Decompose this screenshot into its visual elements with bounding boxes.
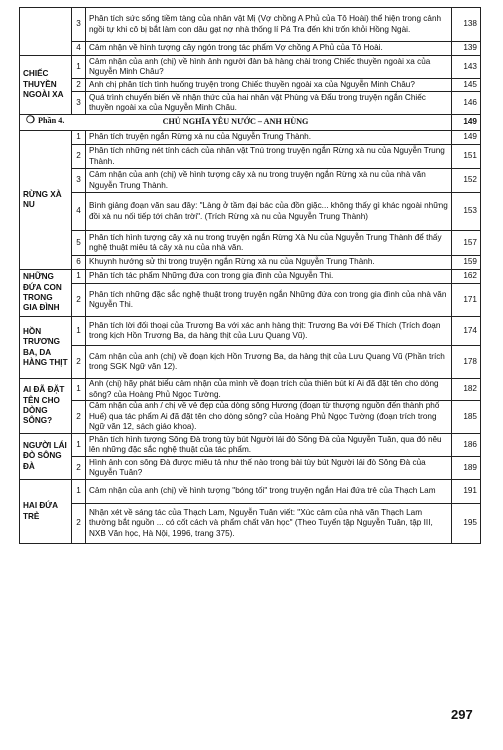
item-number: 1	[72, 131, 86, 145]
item-description: Phân tích hình tượng Sông Đà trong tùy bút Người lái đò Sông Đà của Nguyễn Tuân, qua đó nêu lên những đặc sắc nghệ thuật của tác phẩm.	[86, 434, 452, 457]
item-description: Phân tích những đặc sắc nghệ thuật trong truyện ngắn Những đứa con trong gia đình của nhà văn Nguyễn Thi.	[86, 284, 452, 317]
toc-part-header	[20, 115, 481, 131]
item-description: Khuynh hướng sử thi trong truyện ngắn Rừng xà nu của Nguyễn Trung Thành.	[86, 256, 452, 270]
item-page: 191	[452, 480, 481, 504]
item-description: Phân tích lời đối thoại của Trương Ba với xác anh hàng thịt: Trương Ba với Đế Thích (Trích đoạn trong kịch Hồn Trương Ba, da hàng thịt của Lưu Quang Vũ).	[86, 317, 452, 346]
circle-bullet-icon: ❍	[26, 115, 35, 126]
part-title: CHỦ NGHĨA YÊU NƯỚC – ANH HÙNG	[162, 117, 309, 127]
item-page: 153	[452, 193, 481, 231]
toc-row	[20, 56, 481, 79]
item-page: 186	[452, 434, 481, 457]
toc-row	[20, 457, 481, 480]
item-description: Cảm nhận của anh / chị về vẻ đẹp của dòng sông Hương (đoạn từ thượng nguồn đến thành phố Huế) qua tác phẩm Ai đã đặt tên cho dòng sông? của Hoàng Phủ Ngọc Tường (đoạn trích trong Ngữ văn 12, sách giáo khoa).	[86, 401, 452, 434]
toc-body-after-part	[20, 131, 481, 544]
part-prefix: Phần 4.	[38, 116, 65, 125]
item-number: 2	[72, 284, 86, 317]
item-page: 195	[452, 504, 481, 544]
section-title: NGƯỜI LÁI ĐÒ SÔNG ĐÀ	[20, 434, 72, 480]
part-row	[20, 115, 481, 131]
toc-row	[20, 434, 481, 457]
part-title-cell	[20, 115, 452, 131]
toc-row	[20, 231, 481, 256]
item-number: 1	[72, 434, 86, 457]
item-description: Hình ảnh con sông Đà được miêu tả như thế nào trong bài tùy bút Người lái đò Sông Đà của Nguyễn Tuân?	[86, 457, 452, 480]
toc-row	[20, 193, 481, 231]
item-number: 2	[72, 79, 86, 92]
item-description: Cảm nhận về hình tượng cây ngón trong tác phẩm Vợ chồng A Phủ của Tô Hoài.	[86, 42, 452, 56]
item-description: Anh (chị) hãy phát biểu cảm nhận của mình về đoạn trích của thiên bút kí Ai đã đặt tên cho dòng sông? của Hoàng Phủ Ngọc Tường.	[86, 379, 452, 401]
section-title	[20, 8, 72, 56]
item-number: 1	[72, 270, 86, 284]
section-title: HỒN TRƯƠNG BA, DA HÀNG THỊT	[20, 317, 72, 379]
item-description: Phân tích hình tượng cây xà nu trong truyện ngắn Rừng Xà Nu của Nguyễn Trung Thành để thấy nghệ thuật miêu tả cây xà nu của nhà văn.	[86, 231, 452, 256]
item-page: 151	[452, 145, 481, 169]
toc-row	[20, 256, 481, 270]
item-number: 1	[72, 480, 86, 504]
section-title: RỪNG XÀ NU	[20, 131, 72, 270]
item-number: 3	[72, 92, 86, 115]
section-title: HAI ĐỨA TRẺ	[20, 480, 72, 544]
item-description: Cảm nhận của anh (chị) về đoạn kịch Hồn Trương Ba, da hàng thịt của Lưu Quang Vũ (Phần trích trong SGK Ngữ văn 12).	[86, 346, 452, 379]
item-number: 2	[72, 401, 86, 434]
item-number: 2	[72, 145, 86, 169]
item-description: Cảm nhận của anh (chị) về hình tượng "bóng tối" trong truyện ngắn Hai đứa trẻ của Thạch Lam	[86, 480, 452, 504]
item-number: 1	[72, 317, 86, 346]
toc-row	[20, 317, 481, 346]
item-page: 145	[452, 79, 481, 92]
item-description: Phân tích những nét tính cách của nhân vật Tnú trong truyện ngắn Rừng xà nu của Nguyễn Trung Thành.	[86, 145, 452, 169]
item-number: 6	[72, 256, 86, 270]
item-description: Cảm nhận của anh (chị) về hình tượng cây xà nu trong truyện ngắn Rừng xà nu của nhà văn Nguyễn Trung Thành.	[86, 169, 452, 193]
item-page: 146	[452, 92, 481, 115]
item-number: 4	[72, 193, 86, 231]
toc-row	[20, 8, 481, 42]
item-description: Bình giảng đoạn văn sau đây: "Làng ở tầm đại bác của đồn giặc... không thấy gì khác ngoài những đồi xà nu nối tiếp tới chân trời". (Trích Rừng xà nu của Nguyễn Trung Thành)	[86, 193, 452, 231]
item-page: 178	[452, 346, 481, 379]
item-page: 171	[452, 284, 481, 317]
item-page: 149	[452, 131, 481, 145]
item-page: 185	[452, 401, 481, 434]
toc-row	[20, 379, 481, 401]
item-description: Cảm nhận của anh (chị) về hình ảnh người đàn bà hàng chài trong Chiếc thuyền ngoài xa của Nguyễn Minh Châu?	[86, 56, 452, 79]
toc-row	[20, 145, 481, 169]
toc-row	[20, 42, 481, 56]
toc-row	[20, 284, 481, 317]
item-page: 139	[452, 42, 481, 56]
item-number: 1	[72, 56, 86, 79]
item-number: 3	[72, 169, 86, 193]
toc-row	[20, 131, 481, 145]
item-page: 152	[452, 169, 481, 193]
item-number: 2	[72, 504, 86, 544]
section-title: NHỮNG ĐỨA CON TRONG GIA ĐÌNH	[20, 270, 72, 317]
item-page: 138	[452, 8, 481, 42]
item-number: 2	[72, 457, 86, 480]
item-page: 159	[452, 256, 481, 270]
item-number: 5	[72, 231, 86, 256]
section-title: AI ĐÃ ĐẶT TÊN CHO DÒNG SÔNG?	[20, 379, 72, 434]
item-number: 3	[72, 8, 86, 42]
toc-body-before-part	[20, 8, 481, 115]
toc-row	[20, 480, 481, 504]
toc-row	[20, 79, 481, 92]
item-page: 174	[452, 317, 481, 346]
toc-row	[20, 92, 481, 115]
item-description: Nhận xét về sáng tác của Thạch Lam, Nguyễn Tuân viết: "Xúc cảm của nhà văn Thạch Lam thường bắt nguồn ... có cốt cách và phẩm chất văn học" (Theo Tuyển tập Nguyễn Tuân, tập III, NXB Văn học, Hà Nội, 1996, trang 375).	[86, 504, 452, 544]
part-page: 149	[452, 115, 481, 131]
item-page: 157	[452, 231, 481, 256]
table-of-contents	[19, 7, 481, 544]
toc-row	[20, 504, 481, 544]
item-description: Phân tích truyện ngắn Rừng xà nu của Nguyễn Trung Thành.	[86, 131, 452, 145]
section-title: CHIẾC THUYỀN NGOÀI XA	[20, 56, 72, 115]
item-page: 143	[452, 56, 481, 79]
toc-row	[20, 169, 481, 193]
item-page: 162	[452, 270, 481, 284]
item-page: 182	[452, 379, 481, 401]
toc-row	[20, 270, 481, 284]
item-description: Quá trình chuyển biến về nhận thức của hai nhân vật Phùng và Đẩu trong truyện ngắn Chiếc thuyền ngoài xa của Nguyễn Minh Châu.	[86, 92, 452, 115]
item-number: 4	[72, 42, 86, 56]
item-page: 189	[452, 457, 481, 480]
item-description: Phân tích tác phẩm Những đứa con trong gia đình của Nguyễn Thi.	[86, 270, 452, 284]
item-number: 2	[72, 346, 86, 379]
toc-row	[20, 346, 481, 379]
item-description: Phân tích sức sống tiềm tàng của nhân vật Mị (Vợ chồng A Phủ của Tô Hoài) thể hiện trong cảnh ngồi tự khi cô bị bắt làm con dâu gạt nợ nhà thống lí Pá Tra đến khi trốn khỏi Hồng Ngài.	[86, 8, 452, 42]
item-description: Anh chị phân tích tình huống truyện trong Chiếc thuyền ngoài xa của Nguyễn Minh Châu?	[86, 79, 452, 92]
toc-row	[20, 401, 481, 434]
item-number: 1	[72, 379, 86, 401]
page-number: 297	[451, 707, 473, 722]
